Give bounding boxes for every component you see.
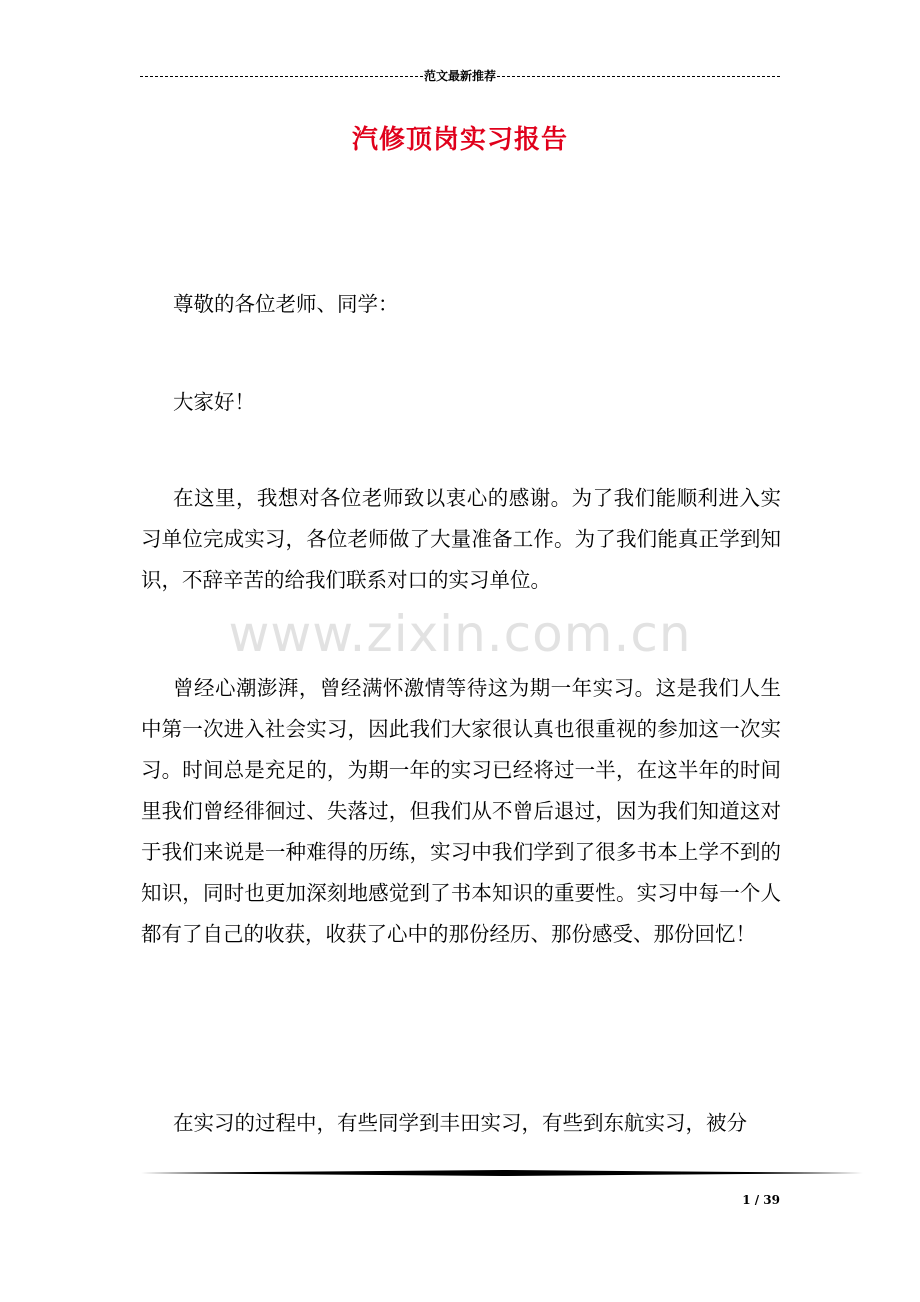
header-dash-right bbox=[497, 76, 780, 77]
header-label: 范文最新推荐 bbox=[424, 69, 497, 83]
document-title: 汽修顶岗实习报告 bbox=[351, 125, 568, 155]
body-paragraph-experience: 曾经心潮澎湃，曾经满怀激情等待这为期一年实习。这是我们人生中第一次进入社会实习，因此我们大家很认真也很重视的参加这一次实习。时间总是充足的，为期一年的实习已经将过一半，在这半年的时间里我们曾经徘徊过、失落过，但我们从不曾后退过，因为我们知道这对于我们来说是一种难得的历练，实习中我们学到了很多书本上学不到的知识，同时也更加深刻地感觉到了书本知识的重要性。实习中每一个人都有了自己的收获，收获了心中的那份经历、那份感受、那份回忆！ bbox=[141, 676, 781, 946]
footer-rule bbox=[141, 1170, 863, 1176]
page-number: 1 / 39 bbox=[742, 1193, 780, 1207]
body-paragraph-thanks: 在这里，我想对各位老师致以衷心的感谢。为了我们能顺利进入实习单位完成实习，各位老师做了大量准备工作。为了我们能真正学到知识，不辞辛苦的给我们联系对口的实习单位。 bbox=[141, 486, 781, 592]
salutation-paragraph: 尊敬的各位老师、同学： bbox=[173, 292, 399, 316]
header-dash-left bbox=[140, 76, 423, 77]
watermark-text: www.zixin.com.cn bbox=[228, 605, 692, 663]
body-paragraph-internship: 在实习的过程中，有些同学到丰田实习，有些到东航实习，被分 bbox=[173, 1111, 747, 1135]
page-header bbox=[140, 68, 780, 84]
greeting-paragraph: 大家好！ bbox=[173, 390, 255, 414]
